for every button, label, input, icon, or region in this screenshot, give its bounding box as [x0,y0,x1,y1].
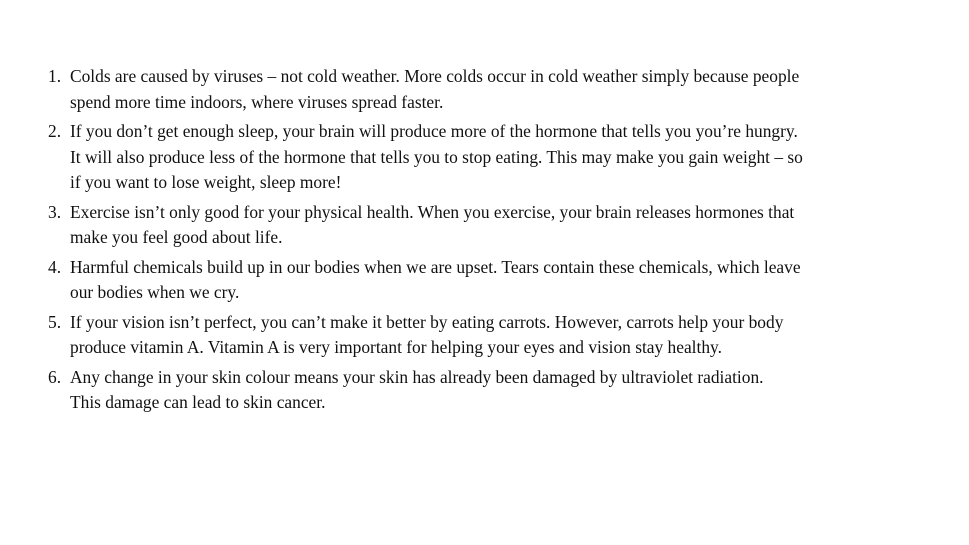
fact-text-line: spend more time indoors, where viruses spread faster. [70,91,444,112]
fact-text-line: Any change in your skin colour means your skin has already been damaged by ultraviolet radiation. [70,366,764,387]
fact-text-line: If your vision isn’t perfect, you can’t make it better by eating carrots. However, carrots help your body [70,311,784,332]
fact-number: 2. [48,121,62,141]
fact-item-5 [48,310,918,361]
fact-text-line: our bodies when we cry. [70,282,240,302]
fact-number: 6. [48,366,62,387]
fact-text-line: This damage can lead to skin cancer. [70,392,326,412]
fact-text-line: Exercise isn’t only good for your physical health. When you exercise, your brain releases hormones that [70,201,795,222]
fact-item-6 [48,365,918,416]
fact-text-line: If you don’t get enough sleep, your brain will produce more of the hormone that tells you you’re hungry. [70,121,798,141]
fact-number: 1. [48,66,62,86]
fact-item-1 [48,64,918,115]
fact-text-line: Colds are caused by viruses – not cold weather. More colds occur in cold weather simply because people [70,66,800,86]
fact-text-line: Harmful chemicals build up in our bodies when we are upset. Tears contain these chemicals, which leave [70,256,801,277]
fact-text-line: It will also produce less of the hormone that tells you to stop eating. This may make you gain weight – so [70,146,803,167]
fact-item-4 [48,255,918,306]
facts-list [48,64,918,420]
fact-number: 4. [48,256,62,277]
fact-text-line: produce vitamin A. Vitamin A is very important for helping your eyes and vision stay healthy. [70,337,722,357]
fact-text-line: if you want to lose weight, sleep more! [70,172,342,192]
fact-number: 5. [48,311,62,332]
fact-item-3 [48,200,918,251]
fact-item-2 [48,119,918,196]
fact-number: 3. [48,201,62,222]
fact-text-line: make you feel good about life. [70,227,283,247]
